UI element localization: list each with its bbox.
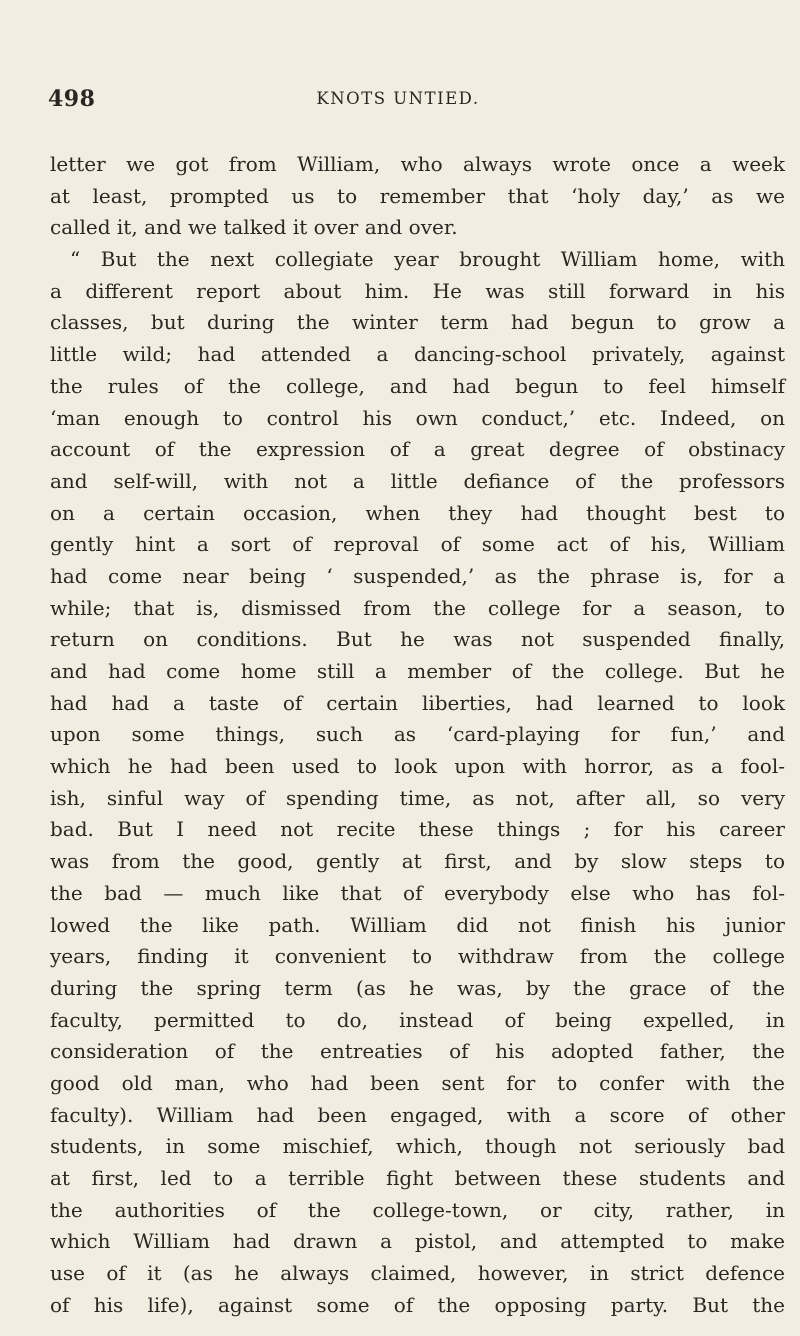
text-line: on a certain occasion, when they had thought best to	[50, 500, 785, 525]
text-line: had had a taste of certain liberties, had learned to look	[50, 690, 785, 715]
text-line: and had come home still a member of the college. But he	[50, 659, 785, 683]
text-line: “ But the next collegiate year brought William home, with	[70, 247, 785, 272]
text-line: return on conditions. But he was not suspended finally,	[50, 627, 785, 652]
text-line: the rules of the college, and had begun to feel himself	[50, 373, 785, 398]
text-line: consideration of the entreaties of his adopted father, the	[50, 1039, 785, 1064]
text-line: ish, sinful way of spending time, as not, after all, so very	[50, 785, 785, 810]
text-line: called it, and we talked it over and over.	[50, 215, 458, 240]
text-line: at least, prompted us to remember that ‘holy day,’ as we	[50, 183, 785, 208]
text-line: classes, but during the winter term had begun to grow a	[50, 310, 785, 335]
text-line: had come near being ‘ suspended,’ as the phrase is, for a	[50, 563, 785, 588]
body-text	[50, 149, 785, 1321]
text-line: the bad — much like that of everybody else who has fol-	[50, 880, 785, 905]
text-line: upon some things, such as ‘card-playing for fun,’ and	[50, 722, 785, 747]
text-line: which he had been used to look upon with horror, as a fool-	[50, 754, 785, 779]
text-line: ‘man enough to control his own conduct,’ etc. Indeed, on	[50, 405, 785, 430]
page-number: 498	[48, 86, 96, 112]
text-line: good old man, who had been sent for to confer with the	[50, 1070, 785, 1095]
text-line: little wild; had attended a dancing-school privately, against	[50, 342, 785, 367]
text-line: while; that is, dismissed from the college for a season, to	[50, 595, 785, 620]
text-line: a different report about him. He was still forward in his	[50, 278, 785, 303]
page-header	[48, 86, 748, 116]
text-line: bad. But I need not recite these things ; for his career	[50, 817, 785, 842]
text-line: during the spring term (as he was, by the grace of the	[50, 975, 785, 1000]
text-line: account of the expression of a great degree of obstinacy	[50, 437, 785, 462]
running-head: KNOTS UNTIED.	[316, 89, 480, 108]
text-line: faculty). William had been engaged, with a score of other	[50, 1102, 785, 1127]
text-line: use of it (as he always claimed, however, in strict defence	[50, 1261, 785, 1286]
text-line: years, finding it convenient to withdraw from the college	[50, 944, 785, 969]
text-line: the authorities of the college-town, or city, rather, in	[50, 1197, 785, 1222]
text-line: which William had drawn a pistol, and attempted to make	[50, 1229, 785, 1254]
text-line: gently hint a sort of reproval of some act of his, William	[50, 532, 785, 557]
text-line: was from the good, gently at first, and by slow steps to	[50, 849, 785, 874]
text-line: of his life), against some of the opposing party. But the	[50, 1292, 785, 1317]
text-line: letter we got from William, who always wrote once a week	[50, 152, 785, 176]
text-line: faculty, permitted to do, instead of being expelled, in	[50, 1007, 785, 1032]
text-line: lowed the like path. William did not finish his junior	[50, 912, 785, 937]
text-line: at first, led to a terrible fight between these students and	[50, 1166, 785, 1190]
text-line: and self-will, with not a little defiance of the professors	[50, 468, 785, 493]
text-line: students, in some mischief, which, though not seriously bad	[50, 1134, 785, 1159]
